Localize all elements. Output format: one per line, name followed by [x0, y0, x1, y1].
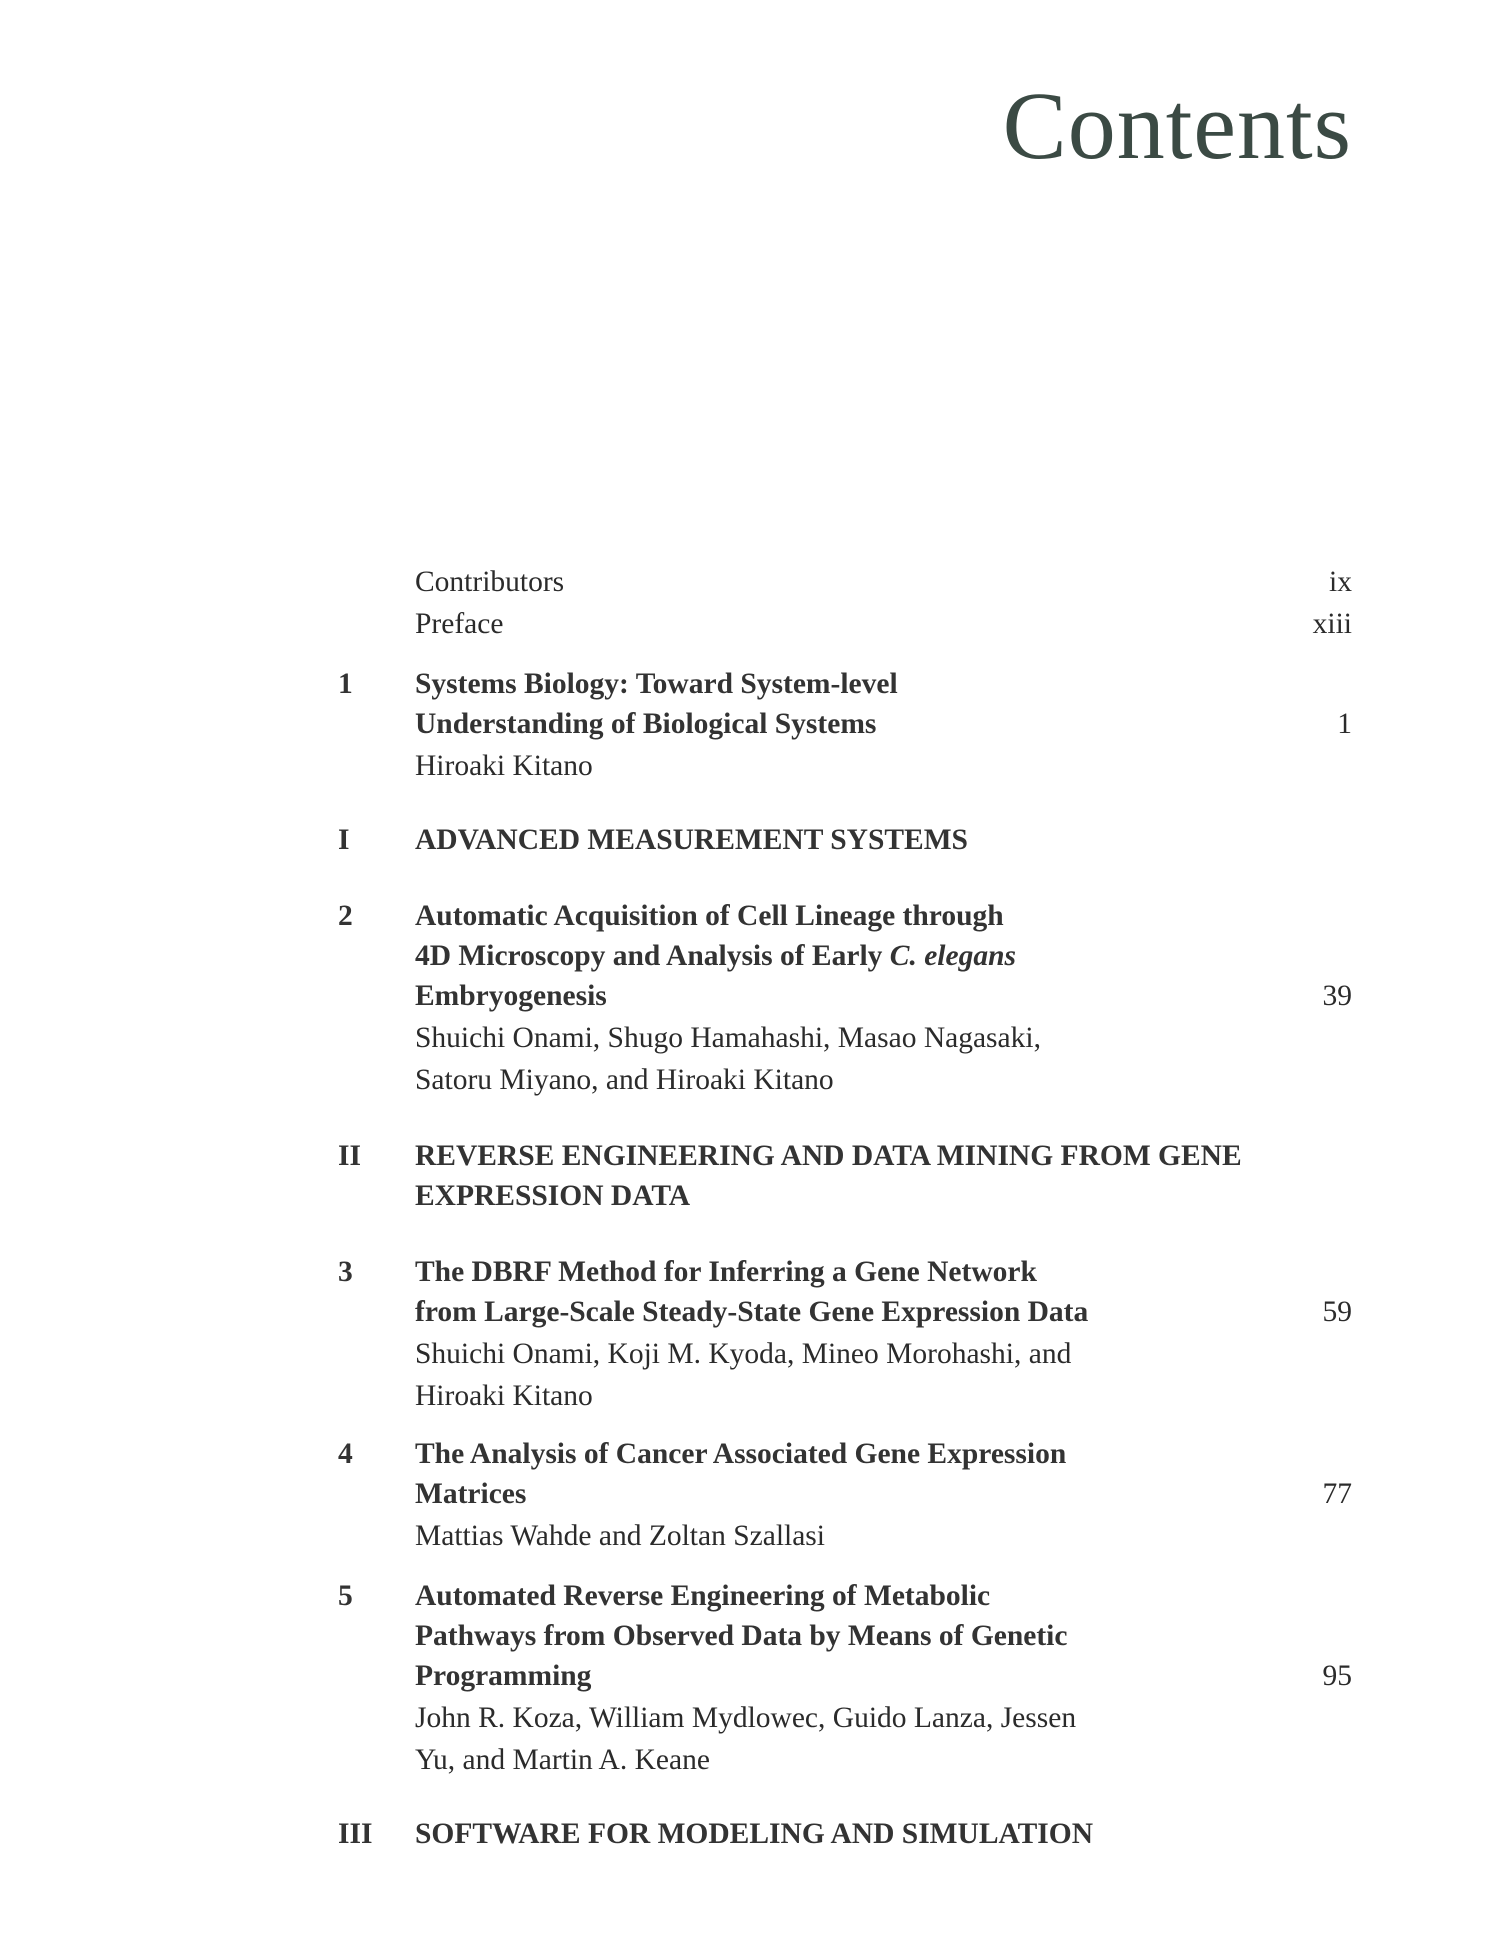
part-number: II: [338, 1140, 361, 1172]
chapter-authors: Shuichi Onami, Shugo Hamahashi, Masao Nagasaki,: [415, 1022, 1041, 1054]
chapter-number: 1: [338, 668, 353, 700]
chapter-authors: Mattias Wahde and Zoltan Szallasi: [415, 1520, 825, 1552]
part-title[interactable]: ADVANCED MEASUREMENT SYSTEMS: [415, 824, 968, 856]
chapter-title[interactable]: The Analysis of Cancer Associated Gene Expression: [415, 1438, 1067, 1470]
chapter-number: 5: [338, 1580, 353, 1612]
part-title[interactable]: EXPRESSION DATA: [415, 1180, 691, 1212]
part-number: III: [338, 1818, 373, 1850]
chapter-authors: Satoru Miyano, and Hiroaki Kitano: [415, 1064, 834, 1096]
page-number: 59: [1322, 1296, 1352, 1328]
chapter-title[interactable]: Embryogenesis: [415, 980, 607, 1012]
page-number: xiii: [1312, 608, 1352, 640]
chapter-title[interactable]: Understanding of Biological Systems: [415, 708, 877, 740]
chapter-authors: Shuichi Onami, Koji M. Kyoda, Mineo Morohashi, and: [415, 1338, 1072, 1370]
chapter-authors: John R. Koza, William Mydlowec, Guido Lanza, Jessen: [415, 1702, 1077, 1734]
chapter-title[interactable]: Automated Reverse Engineering of Metabolic: [415, 1580, 991, 1612]
chapter-title[interactable]: Matrices: [415, 1478, 527, 1510]
part-title[interactable]: REVERSE ENGINEERING AND DATA MINING FROM GENE: [415, 1140, 1242, 1172]
chapter-title-part: 4D Microscopy and Analysis of Early: [415, 940, 890, 972]
part-number: I: [338, 824, 350, 856]
page-number: 95: [1322, 1660, 1352, 1692]
species-name: C. elegans: [889, 940, 1016, 972]
chapter-title[interactable]: Automatic Acquisition of Cell Lineage through: [415, 900, 1004, 932]
toc-entry-contributors[interactable]: Contributors: [415, 566, 565, 598]
chapter-title[interactable]: The DBRF Method for Inferring a Gene Network: [415, 1256, 1037, 1288]
part-title[interactable]: SOFTWARE FOR MODELING AND SIMULATION: [415, 1818, 1094, 1850]
chapter-title[interactable]: Systems Biology: Toward System-level: [415, 668, 898, 700]
chapter-number: 4: [338, 1438, 353, 1470]
page-number: 1: [1337, 708, 1352, 740]
chapter-title[interactable]: Programming: [415, 1660, 592, 1692]
chapter-title[interactable]: from Large-Scale Steady-State Gene Expression Data: [415, 1296, 1089, 1328]
chapter-title[interactable]: [415, 936, 1016, 976]
chapter-number: 3: [338, 1256, 353, 1288]
chapter-title[interactable]: Pathways from Observed Data by Means of Genetic: [415, 1620, 1068, 1652]
page-title: Contents: [1002, 72, 1352, 179]
page-number: ix: [1329, 566, 1352, 598]
toc-entry-preface[interactable]: Preface: [415, 608, 504, 640]
page-number: 39: [1322, 980, 1352, 1012]
chapter-authors: Yu, and Martin A. Keane: [415, 1744, 710, 1776]
chapter-authors: Hiroaki Kitano: [415, 1380, 593, 1412]
page-number: 77: [1322, 1478, 1352, 1510]
chapter-number: 2: [338, 900, 353, 932]
chapter-authors: Hiroaki Kitano: [415, 750, 593, 782]
